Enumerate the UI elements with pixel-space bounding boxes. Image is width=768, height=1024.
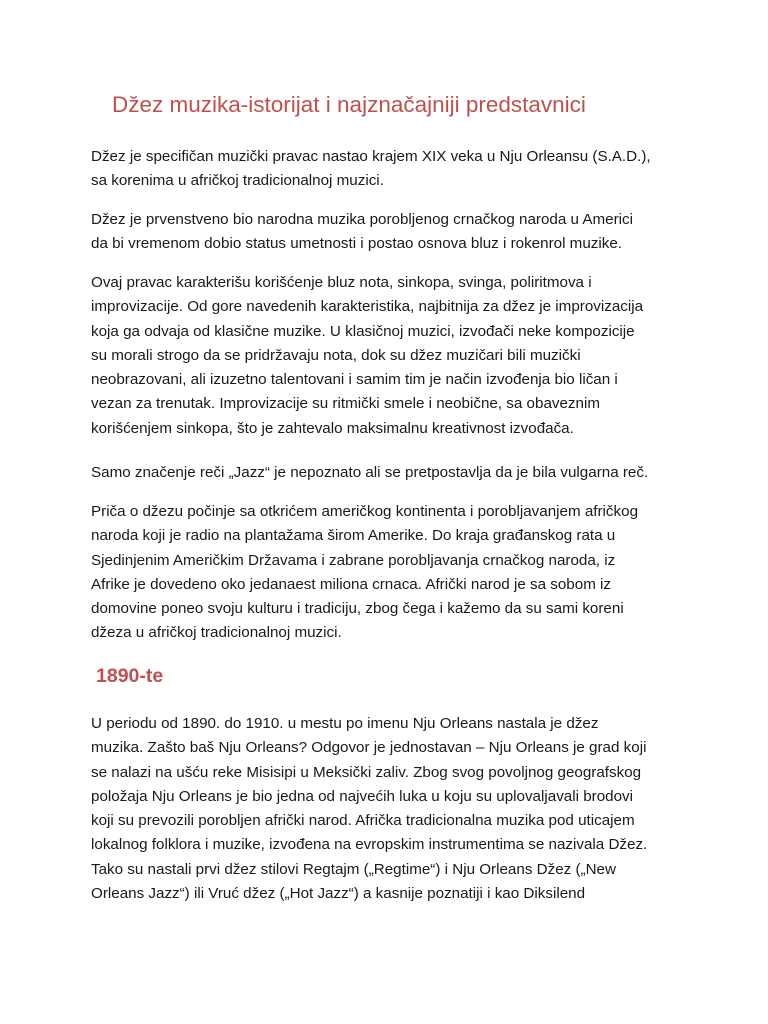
- paragraph-1890s: U periodu od 1890. do 1910. u mestu po imenu Nju Orleans nastala je džez muzika. Zašto baš Nju Orleans? Odgovor je jednostavan – Nju Orleans je grad koji se nalazi na ušću reke Misisipi u Meksički zaliv. Zbog svog povoljnog geografskog položaja Nju Orleans je bio jedna od najvećih luka u koju su uplovaljavali brodovi koji su prevozili porobljen afrički narod. Afrička tradicionalna muzika pod uticajem lokalnog folklora i muzike, izvođena na evropskim instrumentima se nazivala Džez. Tako su nastali prvi džez stilovi Regtajm („Regtime“) i Nju Orleans Džez („New Orleans Jazz“) ili Vruć džez („Hot Jazz“) a kasnije poznatiji i kao Diksilend: [91, 715, 648, 903]
- paragraph-characteristics: Ovaj pravac karakterišu korišćenje bluz nota, sinkopa, svinga, poliritmova i improvizacije. Od gore navedenih karakteristika, najbitnija za džez je improvizacija koja ga odvaja od klasične muzike. U klasičnoj muzici, izvođači neke kompozicije su morali strogo da se pridržavaju nota, dok su džez muzičari bili muzički neobrazovani, ali izuzetno talentovani i samim tim je način izvođenja bio ličan i vezan za trenutak. Improvizacije su ritmički smele i neobične, sa obaveznim korišćenjem sinkopa, što je zahtevalo maksimalnu kreativnost izvođača.: [91, 274, 644, 437]
- paragraph-history: Priča o džezu počinje sa otkrićem američkog kontinenta i porobljavanjem afričkog naroda koji je radio na plantažama širom Amerike. Do kraja građanskog rata u Sjedinjenim Američkim Državama i zabrane porobljavanja crnačkog naroda, iz Afrike je dovedeno oko jedanaest miliona crnaca. Afrički narod je sa sobom iz domovine poneo svoju kulturu i tradiciju, zbog čega i kažemo da su sami koreni džeza u afričkoj tradicionalnoj muzici.: [91, 503, 639, 642]
- paragraph-origin: Džez je prvenstveno bio narodna muzika porobljenog crnačkog naroda u Americi da bi vremenom dobio status umetnosti i postao osnova bluz i rokenrol muzike.: [91, 211, 633, 253]
- document-title: Džez muzika-istorijat i najznačajniji predstavnici: [112, 92, 586, 117]
- paragraph-intro: Džez je specifičan muzički pravac nastao krajem XIX veka u Nju Orleansu (S.A.D.), sa korenima u afričkoj tradicionalnoj muzici.: [91, 148, 651, 190]
- paragraph-word-meaning: Samo značenje reči „Jazz“ je nepoznato ali se pretpostavlja da je bila vulgarna reč.: [91, 464, 649, 481]
- section-heading-1890s: 1890-te: [96, 665, 164, 687]
